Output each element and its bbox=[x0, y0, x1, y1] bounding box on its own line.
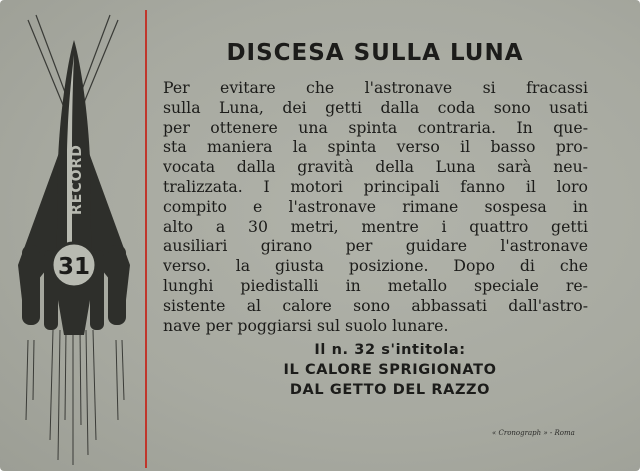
left-booster bbox=[22, 245, 40, 325]
next-card-title-line-2: DAL GETTO DEL RAZZO bbox=[289, 382, 491, 398]
body-line: verso. la giusta posizione. Dopo di che bbox=[163, 256, 588, 276]
body-line: lunghi piedistalli in metallo speciale re- bbox=[163, 275, 588, 295]
next-card-title-line-1: IL CALORE SPRIGIONATO bbox=[283, 362, 497, 378]
next-card-teaser bbox=[180, 340, 600, 400]
card-body bbox=[163, 78, 588, 335]
rocket-illustration bbox=[8, 0, 143, 471]
series-label: RECORD bbox=[69, 144, 85, 215]
body-line: Per evitare che l'astronave si fracassi bbox=[163, 78, 588, 97]
exhaust-streaks bbox=[26, 330, 124, 465]
card-number: 31 bbox=[57, 254, 91, 280]
body-line: per ottenere una spinta contraria. In que- bbox=[163, 117, 588, 137]
publisher-imprint: « Cronograph » - Roma bbox=[492, 429, 575, 437]
body-line: ausiliari girano per guidare l'astronave bbox=[163, 236, 588, 256]
rocket-nozzle bbox=[58, 300, 90, 335]
body-line: tralizzata. I motori principali fanno il loro bbox=[163, 176, 588, 196]
body-line: sistente al calore sono abbassati dall'astro- bbox=[163, 295, 588, 315]
body-line: sta maniera la spinta verso il basso pro- bbox=[163, 137, 588, 157]
body-line: nave per poggiarsi sul suolo lunare. bbox=[163, 315, 449, 335]
red-margin-rule bbox=[145, 10, 147, 468]
card-title: DISCESA SULLA LUNA bbox=[226, 40, 524, 66]
body-line: sulla Luna, dei getti dalla coda sono usati bbox=[163, 97, 588, 117]
body-line: compito e l'astronave rimane sospesa in bbox=[163, 196, 588, 216]
right-booster bbox=[108, 245, 126, 325]
body-line: vocata dalla gravità della Luna sarà neu- bbox=[163, 157, 588, 177]
body-line: alto a 30 metri, mentre i quattro getti bbox=[163, 216, 588, 236]
next-card-intro: Il n. 32 s'intitola: bbox=[314, 342, 466, 358]
